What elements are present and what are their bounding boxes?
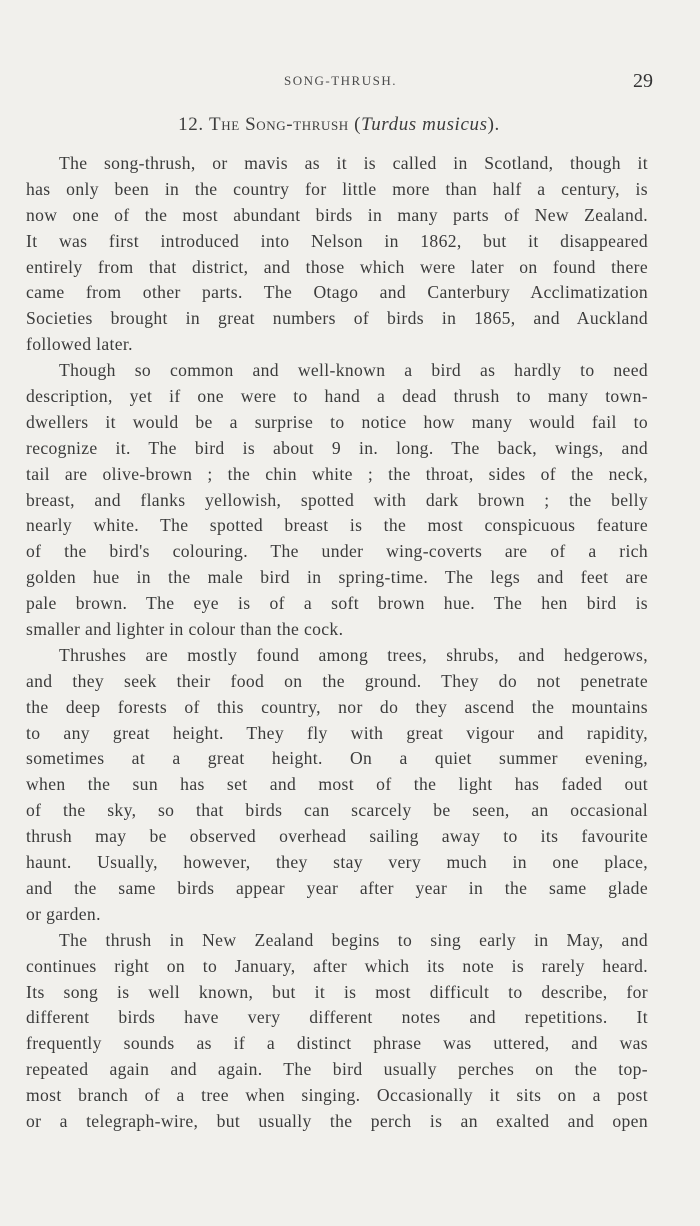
page-header <box>28 70 653 94</box>
text-line: the deep forests of this country, nor do they ascend the mountains <box>26 696 648 717</box>
text-line: repeated again and again. The bird usually perches on the top- <box>26 1059 648 1080</box>
text-line: most branch of a tree when singing. Occasionally it sits on a post <box>26 1085 648 1106</box>
text-line: of the bird's colouring. The under wing-coverts are of a rich <box>26 541 648 562</box>
body-text <box>26 151 648 1135</box>
text-line: dwellers it would be a surprise to notice how many would fail to <box>26 411 648 432</box>
paragraph <box>26 643 648 928</box>
text-line: when the sun has set and most of the light has faded out <box>26 774 648 795</box>
paren-close: ). <box>487 114 500 135</box>
text-line: It was first introduced into Nelson in 1862, but it disappeared <box>26 230 648 251</box>
running-head: SONG-THRUSH. <box>284 73 397 88</box>
section-title: The Song-thrush <box>209 114 349 135</box>
text-line: Its song is well known, but it is most difficult to describe, for <box>26 981 648 1002</box>
page-number: 29 <box>633 70 653 92</box>
text-line: or a telegraph-wire, but usually the perch is an exalted and open <box>26 1110 648 1131</box>
text-line: Societies brought in great numbers of birds in 1865, and Auckland <box>26 308 648 329</box>
text-line: pale brown. The eye is of a soft brown hue. The hen bird is <box>26 593 648 614</box>
text-line: came from other parts. The Otago and Canterbury Acclimatization <box>26 282 648 303</box>
text-line: entirely from that district, and those which were later on found there <box>26 256 648 277</box>
text-line: has only been in the country for little more than half a century, is <box>26 178 648 199</box>
paragraph <box>26 928 648 1135</box>
text-line: thrush may be observed overhead sailing away to its favourite <box>26 826 648 847</box>
text-line: description, yet if one were to hand a dead thrush to many town- <box>26 386 648 407</box>
text-line: smaller and lighter in colour than the cock. <box>26 619 344 640</box>
text-line: nearly white. The spotted breast is the most conspicuous feature <box>26 515 648 536</box>
text-line: The song-thrush, or mavis as it is called in Scotland, though it <box>59 153 648 173</box>
section-number: 12. <box>178 114 204 135</box>
paragraph <box>26 151 648 358</box>
text-line: Though so common and well-known a bird as hardly to need <box>59 360 648 381</box>
text-line: haunt. Usually, however, they stay very much in one place, <box>26 852 648 873</box>
text-line: to any great height. They fly with great vigour and rapidity, <box>26 722 648 743</box>
text-line: recognize it. The bird is about 9 in. long. The back, wings, and <box>26 437 648 458</box>
section-heading <box>28 114 650 136</box>
latin-name: Turdus musicus <box>361 114 488 135</box>
text-line: followed later. <box>26 334 133 355</box>
text-line: continues right on to January, after which its note is rarely heard. <box>26 955 648 976</box>
text-line: different birds have very different notes and repetitions. It <box>26 1007 648 1028</box>
paren-open: ( <box>354 114 362 135</box>
text-line: and the same birds appear year after year in the same glade <box>26 877 648 898</box>
text-line: golden hue in the male bird in spring-time. The legs and feet are <box>26 567 648 588</box>
text-line: frequently sounds as if a distinct phrase was uttered, and was <box>26 1033 648 1054</box>
text-line: tail are olive-brown ; the chin white ; the throat, sides of the neck, <box>26 463 648 484</box>
text-line: or garden. <box>26 903 101 924</box>
text-line: and they seek their food on the ground. They do not penetrate <box>26 670 648 691</box>
text-line: now one of the most abundant birds in many parts of New Zealand. <box>26 204 648 225</box>
text-line: breast, and flanks yellowish, spotted with dark brown ; the belly <box>26 489 648 510</box>
text-line: sometimes at a great height. On a quiet summer evening, <box>26 748 648 769</box>
text-line: of the sky, so that birds can scarcely be seen, an occasional <box>26 800 648 821</box>
paragraph <box>26 358 648 643</box>
text-line: The thrush in New Zealand begins to sing early in May, and <box>59 929 648 950</box>
text-line: Thrushes are mostly found among trees, shrubs, and hedgerows, <box>59 644 648 665</box>
